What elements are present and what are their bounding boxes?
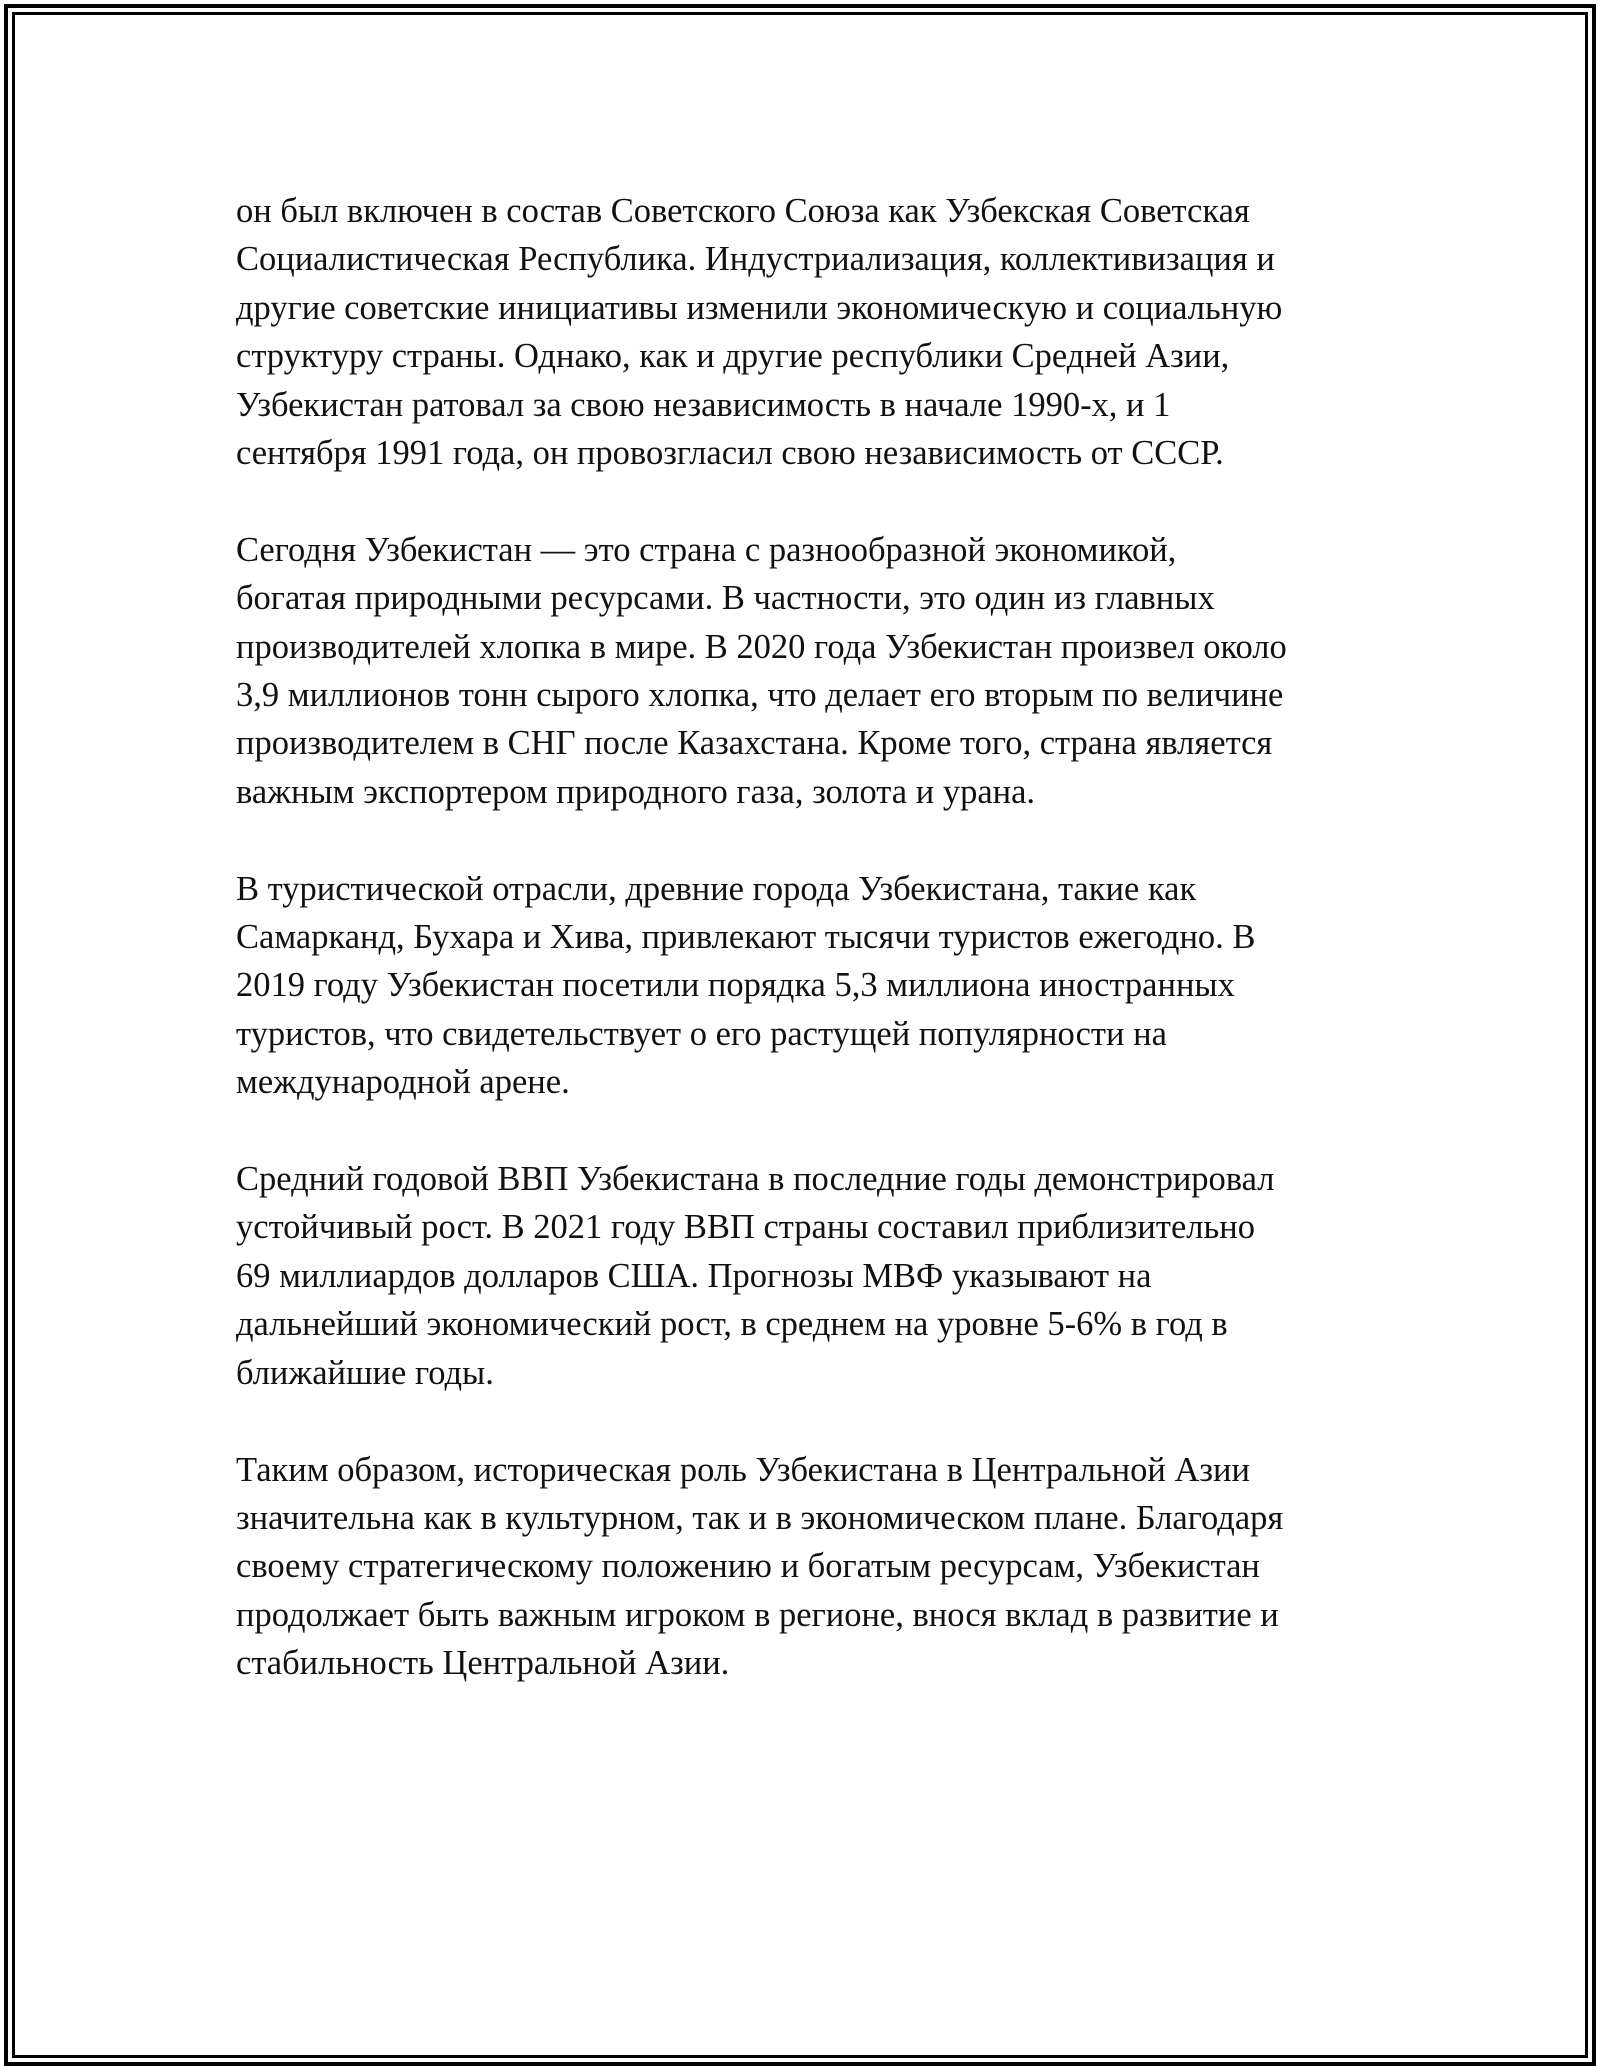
- text-line: Самарканд, Бухара и Хива, привлекают тысячи туристов ежегодно. В: [236, 918, 1256, 957]
- text-line: своему стратегическому положению и богатым ресурсам, Узбекистан: [236, 1547, 1260, 1586]
- text-line: устойчивый рост. В 2021 году ВВП страны составил приблизительно: [236, 1208, 1255, 1247]
- text-line: международной арене.: [236, 1063, 570, 1102]
- text-line: В туристической отрасли, древние города Узбекистана, такие как: [236, 869, 1197, 908]
- text-line: структуру страны. Однако, как и другие республики Средней Азии,: [236, 337, 1230, 376]
- text-line: 2019 году Узбекистан посетили порядка 5,3 миллиона иностранных: [236, 966, 1235, 1005]
- text-line: Таким образом, историческая роль Узбекистана в Центральной Азии: [236, 1450, 1250, 1489]
- document-body: [236, 187, 1386, 1736]
- text-line: производителей хлопка в мире. В 2020 года Узбекистан произвел около: [236, 627, 1287, 666]
- paragraph-gdp: [236, 1155, 1386, 1397]
- paragraph-economy: [236, 526, 1386, 816]
- paragraph-conclusion: [236, 1446, 1386, 1688]
- text-line: 69 миллиардов долларов США. Прогнозы МВФ указывают на: [236, 1256, 1152, 1295]
- text-line: Социалистическая Республика. Индустриализация, коллективизация и: [236, 240, 1275, 279]
- text-line: стабильность Центральной Азии.: [236, 1644, 730, 1683]
- paragraph-soviet-history: [236, 187, 1386, 477]
- text-line: 3,9 миллионов тонн сырого хлопка, что делает его вторым по величине: [236, 676, 1284, 715]
- paragraph-tourism: [236, 865, 1386, 1107]
- text-line: производителем в СНГ после Казахстана. Кроме того, страна является: [236, 724, 1273, 763]
- text-line: туристов, что свидетельствует о его растущей популярности на: [236, 1014, 1167, 1053]
- text-line: сентября 1991 года, он провозгласил свою независимость от СССР.: [236, 434, 1224, 473]
- text-line: ближайшие годы.: [236, 1353, 494, 1392]
- text-line: богатая природными ресурсами. В частности, это один из главных: [236, 579, 1215, 618]
- text-line: Узбекистан ратовал за свою независимость в начале 1990-х, и 1: [236, 385, 1171, 424]
- text-line: значительна как в культурном, так и в экономическом плане. Благодаря: [236, 1498, 1284, 1537]
- text-line: важным экспортером природного газа, золота и урана.: [236, 772, 1036, 811]
- text-line: дальнейший экономический рост, в среднем на уровне 5-6% в год в: [236, 1305, 1228, 1344]
- text-line: Сегодня Узбекистан — это страна с разнообразной экономикой,: [236, 530, 1177, 569]
- text-line: он был включен в состав Советского Союза как Узбекская Советская: [236, 192, 1250, 230]
- text-line: продолжает быть важным игроком в регионе, внося вклад в развитие и: [236, 1595, 1279, 1634]
- text-line: Средний годовой ВВП Узбекистана в последние годы демонстрировал: [236, 1160, 1275, 1199]
- text-line: другие советские инициативы изменили экономическую и социальную: [236, 288, 1283, 327]
